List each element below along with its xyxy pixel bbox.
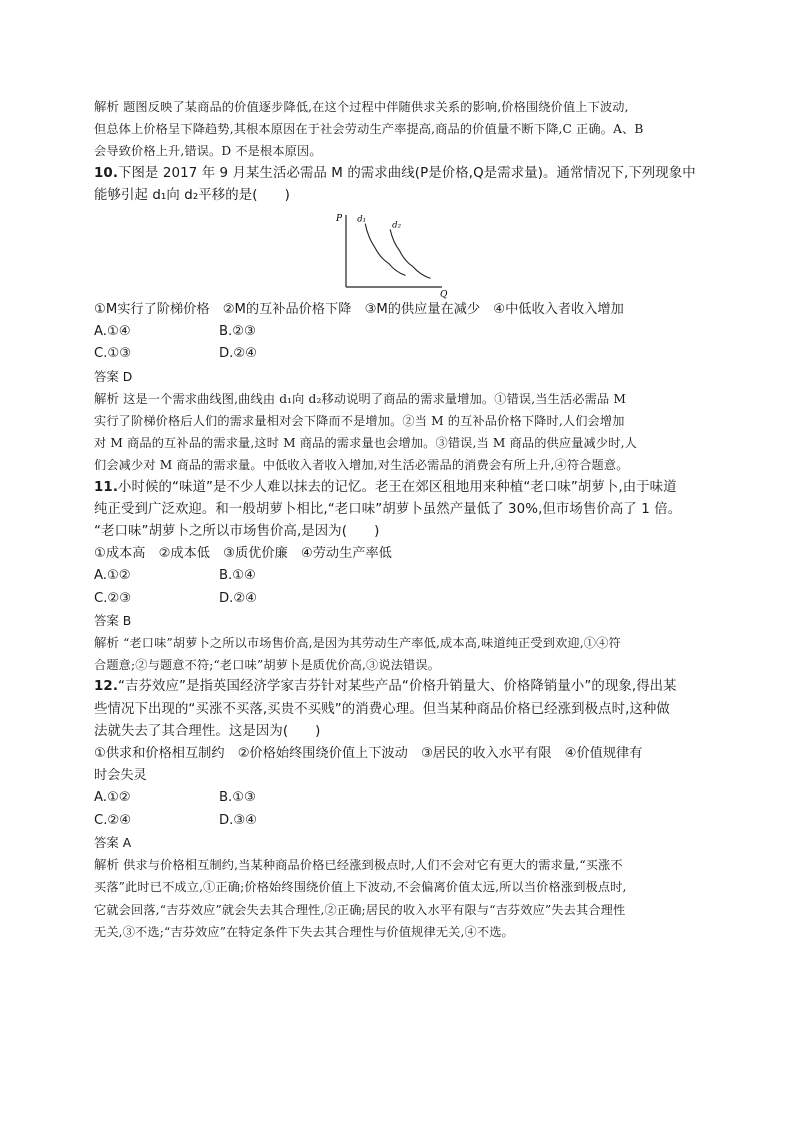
question-12 (94, 676, 714, 942)
answer-value: A (122, 834, 132, 850)
explanation-line: 题图反映了某商品的价值逐步降低,在这个过程中伴随供求关系的影响,价格围绕价值上下波动, (123, 100, 629, 114)
q12-explanation (94, 854, 714, 943)
curve-label: d₁ (357, 214, 367, 225)
demand-curve-chart (94, 209, 714, 299)
question-10 (94, 163, 714, 477)
question-statements: ①成本高 ②成本低 ③质优价廉 ④劳动生产率低 (94, 546, 392, 562)
question-number: 11. (94, 479, 119, 495)
option-a[interactable]: A.①② (94, 790, 131, 806)
explanation-line: 会导致价格上升,错误。D 不是根本原因。 (94, 144, 322, 159)
question-stem-line: “吉芬效应”是指英国经济学家吉芬针对某些产品“价格升销量大、价格降销量小”的现象,得出某 (118, 679, 677, 695)
option-d[interactable]: D.②④ (219, 346, 257, 362)
explanation-line: 对 M 商品的互补品的需求量,这时 M 商品的需求量也会增加。③错误,当 M 商品的供应量减少时,人 (94, 436, 637, 451)
question-stem-line: 纯正受到广泛欢迎。和一般胡萝卜相比,“老口味”胡萝卜虽然产量低了 30%,但市场售价高了 1 倍。 (94, 501, 682, 517)
question-statements: 时会失灵 (94, 768, 147, 784)
option-a[interactable]: A.①④ (94, 324, 131, 340)
options-grid (94, 565, 714, 609)
question-stem-line: 小时候的“味道”是不少人难以抹去的记忆。老王在郊区租地用来种植“老口味”胡萝卜,由于味道 (118, 479, 677, 495)
explanation-line: 供求与价格相互制约,当某种商品价格已经涨到极点时,人们不会对它有更大的需求量,“买涨不 (123, 858, 623, 873)
option-a[interactable]: A.①② (94, 568, 131, 584)
options-grid (94, 321, 714, 365)
question-number: 10. (94, 165, 119, 181)
explanation-line: 们会减少对 M 商品的需求量。中低收入者收入增加,对生活必需品的消费会有所上升,④符合题意。 (94, 458, 629, 473)
option-b[interactable]: B.①④ (219, 568, 256, 584)
question-statements: ①M实行了阶梯价格 ②M的互补品价格下降 ③M的供应量在减少 ④中低收入者收入增加 (94, 302, 624, 318)
answer-value: B (122, 612, 132, 628)
question-number: 12. (94, 679, 119, 695)
x-axis-label: Q (440, 290, 448, 300)
explanation-line: 无关,③不选;“吉芬效应”在特定条件下失去其合理性与价值规律无关,④不选。 (94, 924, 514, 939)
explanation-line: 这是一个需求曲线图,曲线由 d₁向 d₂移动说明了商品的需求量增加。①错误,当生活必需品 M (123, 391, 626, 406)
answer-label: 答案 (94, 368, 119, 384)
question-stem-line: “老口味”胡萝卜之所以市场售价高,是因为( ) (94, 524, 380, 540)
option-c[interactable]: C.②④ (94, 812, 132, 828)
option-c[interactable]: C.①③ (94, 346, 132, 362)
curve-label: d₂ (392, 220, 402, 231)
question-stem-line: 法就失去了其合理性。这是因为( ) (94, 723, 321, 739)
q10-explanation (94, 388, 714, 477)
question-statements: ①供求和价格相互制约 ②价格始终围绕价值上下波动 ③居民的收入水平有限 ④价值规律有 (94, 746, 643, 762)
explanation-line: 合题意;②与题意不符;“老口味”胡萝卜是质优价高,③说法错误。 (94, 658, 441, 673)
question-stem-line: 下图是 2017 年 9 月某生活必需品 M 的需求曲线(P是价格,Q是需求量)。通常情况下,下列现象中 (118, 165, 696, 181)
demand-curve-svg (330, 209, 450, 299)
answer-label: 答案 (94, 612, 119, 628)
options-grid (94, 787, 714, 831)
explanation-label: 解析 (94, 390, 120, 406)
explanation-label: 解析 (94, 99, 120, 114)
explanation-line: 实行了阶梯价格后人们的需求量相对会下降而不是增加。②当 M 的互补品价格下降时,人们会增加 (94, 414, 625, 429)
explanation-line: 它就会回落,“吉芬效应”就会失去其合理性,②正确;居民的收入水平有限与“吉芬效应”失去其合理性 (94, 902, 626, 917)
option-d[interactable]: D.③④ (219, 812, 257, 828)
question-stem-line: 能够引起 d₁向 d₂平移的是( ) (94, 187, 290, 203)
y-axis-label: P (336, 214, 343, 225)
explanation-label: 解析 (94, 857, 120, 873)
explanation-label: 解析 (94, 635, 120, 651)
explanation-line: “老口味”胡萝卜之所以市场售价高,是因为其劳动生产率低,成本高,味道纯正受到欢迎,①④符 (123, 636, 621, 651)
page-content (94, 96, 714, 943)
q11-explanation (94, 632, 714, 676)
option-d[interactable]: D.②④ (219, 590, 257, 606)
answer-label: 答案 (94, 834, 119, 850)
explanation-line: 买落”此时已不成立,①正确;价格始终围绕价值上下波动,不会偏离价值太远,所以当价格涨到极点时, (94, 880, 627, 895)
question-11 (94, 477, 714, 677)
explanation-line: 但总体上价格呈下降趋势,其根本原因在于社会劳动生产率提高,商品的价值量不断下降,C 正确。A、B (94, 122, 644, 137)
option-c[interactable]: C.②③ (94, 590, 132, 606)
demand-curve-1 (365, 224, 405, 276)
answer-value: D (122, 368, 133, 384)
question-stem-line: 些情况下出现的“买涨不买落,买贵不买贱”的消费心理。但当某种商品价格已经涨到极点时,这种做 (94, 701, 670, 717)
option-b[interactable]: B.①③ (219, 790, 256, 806)
q9-explanation (94, 96, 714, 163)
option-b[interactable]: B.②③ (219, 324, 256, 340)
curves-group (357, 215, 430, 279)
